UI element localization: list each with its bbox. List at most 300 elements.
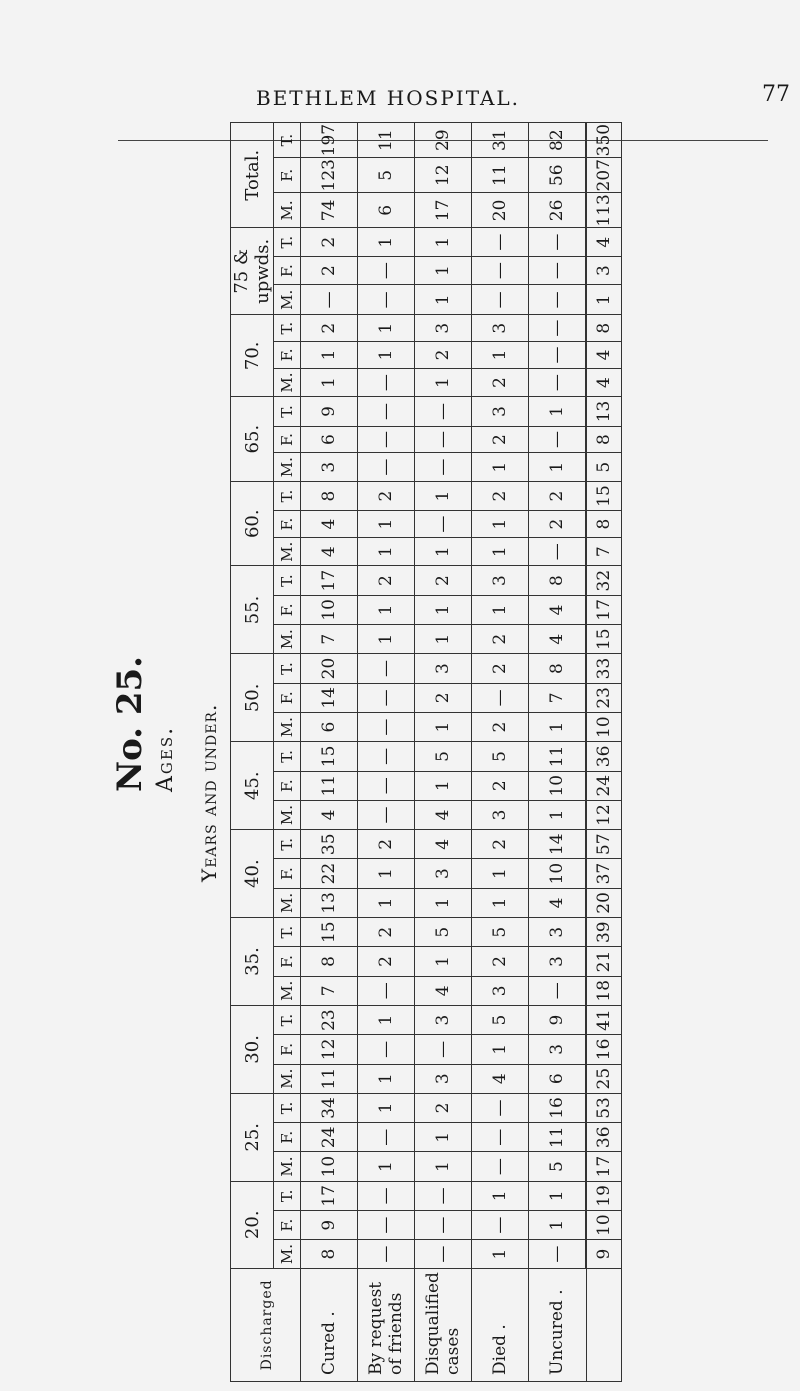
table-cell: 3: [586, 256, 622, 284]
table-cell: 2: [358, 481, 415, 510]
table-cell: 17: [301, 1181, 358, 1210]
table-cell: —: [358, 654, 415, 683]
table-cell: 11: [529, 742, 587, 771]
table-cell: 197: [301, 123, 358, 158]
table-cell: 34: [301, 1093, 358, 1122]
table-cell: 1: [358, 511, 415, 538]
table-cell: 3: [529, 947, 587, 976]
table-cell: 7: [301, 976, 358, 1005]
table-cell: 1: [358, 595, 415, 624]
table-cell: —: [358, 771, 415, 800]
table-cell: 1: [415, 947, 472, 976]
table-cell: 10: [586, 1211, 622, 1240]
table-cell: —: [472, 256, 529, 284]
table-cell: —: [358, 426, 415, 453]
table-cell: 2: [472, 771, 529, 800]
table-cell: 26: [529, 193, 587, 228]
sub-header: M.: [274, 800, 301, 829]
table-cell: —: [358, 368, 415, 396]
table-cell: —: [472, 228, 529, 256]
table-cell: —: [358, 683, 415, 712]
table-cell: 5: [358, 158, 415, 193]
table-cell: —: [472, 683, 529, 712]
table-cell: —: [358, 453, 415, 481]
table-cell: 113: [586, 193, 622, 228]
table-cell: —: [529, 976, 587, 1005]
age-header: 55.: [231, 566, 274, 654]
table-cell: 11: [301, 1064, 358, 1093]
table-cell: 10: [529, 771, 587, 800]
table-cell: 4: [301, 800, 358, 829]
table-cell: 4: [415, 830, 472, 859]
sub-header: T.: [274, 566, 301, 595]
table-cell: 1: [358, 1093, 415, 1122]
sub-header: M.: [274, 193, 301, 228]
table-cell: 56: [529, 158, 587, 193]
table-cell: 1: [472, 1035, 529, 1064]
table-cell: 3: [415, 1064, 472, 1093]
table-cell: 2: [301, 228, 358, 256]
sub-header: F.: [274, 511, 301, 538]
sub-header: M.: [274, 1152, 301, 1181]
sub-header: F.: [274, 1035, 301, 1064]
table-cell: 2: [415, 1093, 472, 1122]
table-cell: 2: [358, 947, 415, 976]
table-cell: 7: [529, 683, 587, 712]
sub-header: F.: [274, 859, 301, 888]
table-cell: —: [529, 426, 587, 453]
sub-header: M.: [274, 538, 301, 566]
table-cell: 8: [301, 1240, 358, 1268]
table-cell: —: [529, 285, 587, 315]
years-heading: Years and under.: [197, 703, 221, 882]
table-cell: 14: [529, 830, 587, 859]
table-cell: 39: [586, 918, 622, 947]
table-cell: —: [529, 538, 587, 566]
table-cell: 8: [586, 426, 622, 453]
table-cell: —: [358, 1181, 415, 1210]
table-cell: 207: [586, 158, 622, 193]
row-label: Disqualified cases: [415, 1268, 472, 1381]
table-cell: 9: [301, 397, 358, 426]
table-cell: 12: [415, 158, 472, 193]
table-cell: 22: [301, 859, 358, 888]
sub-header: T.: [274, 228, 301, 256]
table-row: [358, 123, 415, 1382]
table-cell: 7: [586, 538, 622, 566]
table-cell: 1: [358, 1152, 415, 1181]
age-header: Total.: [231, 123, 274, 228]
table-cell: 3: [415, 859, 472, 888]
table-cell: 8: [529, 566, 587, 595]
table-row: [301, 123, 358, 1382]
table-cell: 4: [529, 888, 587, 917]
table-cell: —: [358, 256, 415, 284]
table-cell: 1: [415, 625, 472, 654]
table-cell: —: [472, 1152, 529, 1181]
table-cell: —: [415, 1211, 472, 1240]
table-cell: 4: [415, 976, 472, 1005]
table-cell: 1: [529, 712, 587, 741]
table-cell: 2: [358, 566, 415, 595]
table-cell: 1: [415, 538, 472, 566]
age-header: 75 & upwds.: [231, 228, 274, 315]
table-cell: 2: [415, 342, 472, 369]
table-cell: 20: [586, 888, 622, 917]
row-label: By request of friends: [358, 1268, 415, 1381]
table-cell: 33: [586, 654, 622, 683]
table-cell: —: [472, 1211, 529, 1240]
age-header: 45.: [231, 742, 274, 830]
table-cell: 11: [301, 771, 358, 800]
table-cell: 5: [415, 918, 472, 947]
age-header: 65.: [231, 397, 274, 482]
table-cell: 3: [415, 315, 472, 342]
table-cell: 2: [415, 566, 472, 595]
sub-header: T.: [274, 123, 301, 158]
table-cell: 17: [586, 595, 622, 624]
table-cell: —: [358, 800, 415, 829]
table-cell: —: [472, 1123, 529, 1152]
table-cell: 6: [529, 1064, 587, 1093]
table-cell: 24: [301, 1123, 358, 1152]
table-cell: 32: [586, 566, 622, 595]
sub-header: T.: [274, 918, 301, 947]
table-cell: 1: [358, 625, 415, 654]
age-header: 70.: [231, 315, 274, 397]
table-cell: —: [358, 742, 415, 771]
age-header: 60.: [231, 481, 274, 566]
table-cell: 6: [301, 426, 358, 453]
age-header: 50.: [231, 654, 274, 742]
table-cell: 1: [472, 888, 529, 917]
table-row: [415, 123, 472, 1382]
sub-header: F.: [274, 256, 301, 284]
rotated-table: [105, 122, 695, 1382]
table-cell: 1: [529, 397, 587, 426]
sub-header: M.: [274, 976, 301, 1005]
table-cell: 10: [586, 712, 622, 741]
table-cell: 1: [415, 228, 472, 256]
table-cell: 1: [358, 342, 415, 369]
table-cell: 1: [358, 538, 415, 566]
table-cell: 2: [472, 654, 529, 683]
row-label: Uncured .: [529, 1268, 587, 1381]
table-cell: 2: [472, 426, 529, 453]
table-cell: 36: [586, 1123, 622, 1152]
age-header: 25.: [231, 1093, 274, 1181]
sub-header: F.: [274, 342, 301, 369]
table-row: [529, 123, 587, 1382]
table-cell: 1: [472, 595, 529, 624]
table-cell: 11: [472, 158, 529, 193]
table-cell: —: [415, 511, 472, 538]
table-cell: 15: [586, 481, 622, 510]
table-cell: 29: [415, 123, 472, 158]
table-cell: 2: [358, 830, 415, 859]
table-cell: 3: [301, 453, 358, 481]
table-cell: 21: [586, 947, 622, 976]
table-row: [472, 123, 529, 1382]
table-cell: 4: [301, 511, 358, 538]
page-number: 77: [762, 82, 790, 107]
table-cell: 16: [529, 1093, 587, 1122]
table-cell: 1: [415, 888, 472, 917]
table-cell: 3: [415, 1005, 472, 1034]
table-cell: 1: [529, 1181, 587, 1210]
sub-header: F.: [274, 771, 301, 800]
table-cell: 12: [301, 1035, 358, 1064]
table-cell: 1: [415, 1152, 472, 1181]
table-cell: —: [529, 342, 587, 369]
table-cell: 4: [586, 228, 622, 256]
table-cell: 1: [415, 1123, 472, 1152]
table-cell: 1: [472, 538, 529, 566]
table-cell: —: [415, 1181, 472, 1210]
table-cell: 82: [529, 123, 587, 158]
table-cell: 3: [529, 1035, 587, 1064]
table-cell: 31: [472, 123, 529, 158]
table-cell: 8: [586, 511, 622, 538]
table-cell: 3: [472, 397, 529, 426]
table-cell: 13: [301, 888, 358, 917]
table-cell: 1: [301, 342, 358, 369]
table-cell: —: [358, 1035, 415, 1064]
table-cell: 20: [472, 193, 529, 228]
sub-header: F.: [274, 426, 301, 453]
table-cell: 2: [472, 368, 529, 396]
table-cell: —: [529, 315, 587, 342]
table-cell: 17: [415, 193, 472, 228]
table-cell: —: [301, 285, 358, 315]
table-cell: —: [529, 1240, 587, 1268]
sub-header: M.: [274, 1240, 301, 1268]
table-cell: 1: [415, 256, 472, 284]
table-cell: 37: [586, 859, 622, 888]
table-cell: 1: [301, 368, 358, 396]
sub-header: M.: [274, 285, 301, 315]
table-cell: 123: [301, 158, 358, 193]
table-cell: 2: [301, 315, 358, 342]
ages-table: [230, 122, 622, 1382]
table-cell: 15: [301, 742, 358, 771]
table-cell: —: [358, 976, 415, 1005]
table-cell: 13: [586, 397, 622, 426]
table-cell: 10: [301, 595, 358, 624]
table-cell: 1: [472, 859, 529, 888]
sub-header: M.: [274, 1064, 301, 1093]
table-cell: 19: [586, 1181, 622, 1210]
sub-header: T.: [274, 1093, 301, 1122]
table-cell: 15: [586, 625, 622, 654]
sub-header: M.: [274, 712, 301, 741]
table-cell: 2: [472, 712, 529, 741]
table-cell: 25: [586, 1064, 622, 1093]
table-cell: 9: [529, 1005, 587, 1034]
running-head: BETHLEM HOSPITAL.: [256, 86, 521, 110]
table-cell: 1: [415, 285, 472, 315]
sub-header: M.: [274, 888, 301, 917]
sub-header: T.: [274, 397, 301, 426]
sub-header: F.: [274, 683, 301, 712]
row-label: Died .: [472, 1268, 529, 1381]
table-cell: 4: [472, 1064, 529, 1093]
table-cell: 8: [301, 481, 358, 510]
table-cell: 41: [586, 1005, 622, 1034]
table-cell: —: [529, 368, 587, 396]
table-cell: 1: [529, 453, 587, 481]
table-cell: —: [415, 397, 472, 426]
table-cell: 5: [472, 1005, 529, 1034]
table-cell: —: [529, 256, 587, 284]
sub-header: M.: [274, 453, 301, 481]
table-cell: 1: [415, 712, 472, 741]
sub-header: T.: [274, 830, 301, 859]
table-cell: —: [358, 1123, 415, 1152]
table-cell: 7: [301, 625, 358, 654]
sub-header: F.: [274, 158, 301, 193]
sub-header: M.: [274, 625, 301, 654]
sub-header: F.: [274, 1211, 301, 1240]
table-cell: 35: [301, 830, 358, 859]
table-cell: 1: [472, 1240, 529, 1268]
table-cell: 4: [586, 368, 622, 396]
sub-header: F.: [274, 947, 301, 976]
table-cell: 74: [301, 193, 358, 228]
table-cell: 6: [358, 193, 415, 228]
table-cell: 1: [586, 285, 622, 315]
sub-header: T.: [274, 742, 301, 771]
table-cell: 2: [472, 625, 529, 654]
table-body: [301, 123, 622, 1382]
age-header: 35.: [231, 918, 274, 1006]
table-number: No. 25.: [110, 656, 150, 792]
table-cell: 1: [529, 800, 587, 829]
table-cell: 8: [529, 654, 587, 683]
table-cell: —: [472, 285, 529, 315]
table-cell: 3: [472, 315, 529, 342]
table-cell: 1: [472, 1181, 529, 1210]
table-cell: 1: [472, 453, 529, 481]
table-cell: 1: [358, 228, 415, 256]
table-subtitle: Ages.: [153, 725, 178, 792]
table-cell: 5: [472, 918, 529, 947]
table-cell: 16: [586, 1035, 622, 1064]
table-cell: 17: [301, 566, 358, 595]
sub-header: F.: [274, 1123, 301, 1152]
table-cell: —: [358, 397, 415, 426]
table-cell: 1: [529, 1211, 587, 1240]
table-cell: 3: [472, 800, 529, 829]
table-cell: 2: [472, 481, 529, 510]
age-header: 30.: [231, 1005, 274, 1093]
table-cell: 5: [586, 453, 622, 481]
table-cell: 10: [301, 1152, 358, 1181]
table-cell: 1: [415, 595, 472, 624]
sub-header: T.: [274, 654, 301, 683]
table-cell: 20: [301, 654, 358, 683]
table-cell: 17: [586, 1152, 622, 1181]
table-cell: 1: [358, 859, 415, 888]
sub-header: F.: [274, 595, 301, 624]
table-cell: 11: [358, 123, 415, 158]
table-cell: 2: [415, 683, 472, 712]
table-cell: —: [358, 285, 415, 315]
age-header-row: [231, 123, 274, 1382]
table-cell: 5: [472, 742, 529, 771]
table-cell: 350: [586, 123, 622, 158]
table-cell: 24: [586, 771, 622, 800]
table-cell: 8: [586, 315, 622, 342]
table-cell: 14: [301, 683, 358, 712]
table-cell: 2: [358, 918, 415, 947]
table-cell: 11: [529, 1123, 587, 1152]
sub-header-row: [274, 123, 301, 1382]
table-cell: 2: [472, 830, 529, 859]
sub-header: T.: [274, 481, 301, 510]
table-cell: 36: [586, 742, 622, 771]
table-cell: 12: [586, 800, 622, 829]
table-cell: 2: [529, 511, 587, 538]
totals-row: [586, 123, 622, 1382]
table-cell: 6: [301, 712, 358, 741]
table-cell: 1: [415, 481, 472, 510]
table-cell: 9: [301, 1211, 358, 1240]
discharged-header: Discharged: [231, 1268, 301, 1381]
table-cell: —: [415, 1035, 472, 1064]
sub-header: M.: [274, 368, 301, 396]
table-cell: 2: [529, 481, 587, 510]
table-cell: 4: [529, 595, 587, 624]
sub-header: T.: [274, 1005, 301, 1034]
table-cell: 1: [358, 1064, 415, 1093]
table-cell: 1: [415, 771, 472, 800]
sub-header: T.: [274, 315, 301, 342]
table-cell: —: [415, 426, 472, 453]
table-cell: 4: [529, 625, 587, 654]
table-cell: 3: [415, 654, 472, 683]
age-header: 40.: [231, 830, 274, 918]
table-cell: 4: [301, 538, 358, 566]
row-label: [586, 1268, 622, 1381]
table-cell: 3: [529, 918, 587, 947]
table-cell: 2: [301, 256, 358, 284]
table-cell: 10: [529, 859, 587, 888]
table-cell: 18: [586, 976, 622, 1005]
table-cell: —: [358, 712, 415, 741]
table-cell: 1: [472, 342, 529, 369]
table-cell: 9: [586, 1240, 622, 1268]
age-header: 20.: [231, 1181, 274, 1268]
table-cell: 4: [586, 342, 622, 369]
table-cell: 3: [472, 976, 529, 1005]
table-cell: 1: [358, 315, 415, 342]
table-cell: 1: [358, 1005, 415, 1034]
table-cell: —: [529, 228, 587, 256]
table-cell: 5: [529, 1152, 587, 1181]
table-cell: —: [358, 1240, 415, 1268]
table-cell: 5: [415, 742, 472, 771]
table-cell: —: [415, 1240, 472, 1268]
table-cell: —: [358, 1211, 415, 1240]
table-cell: 1: [415, 368, 472, 396]
table-cell: 57: [586, 830, 622, 859]
table-cell: 2: [472, 947, 529, 976]
table-cell: 8: [301, 947, 358, 976]
table-cell: 1: [472, 511, 529, 538]
table-cell: 53: [586, 1093, 622, 1122]
table-cell: 4: [415, 800, 472, 829]
